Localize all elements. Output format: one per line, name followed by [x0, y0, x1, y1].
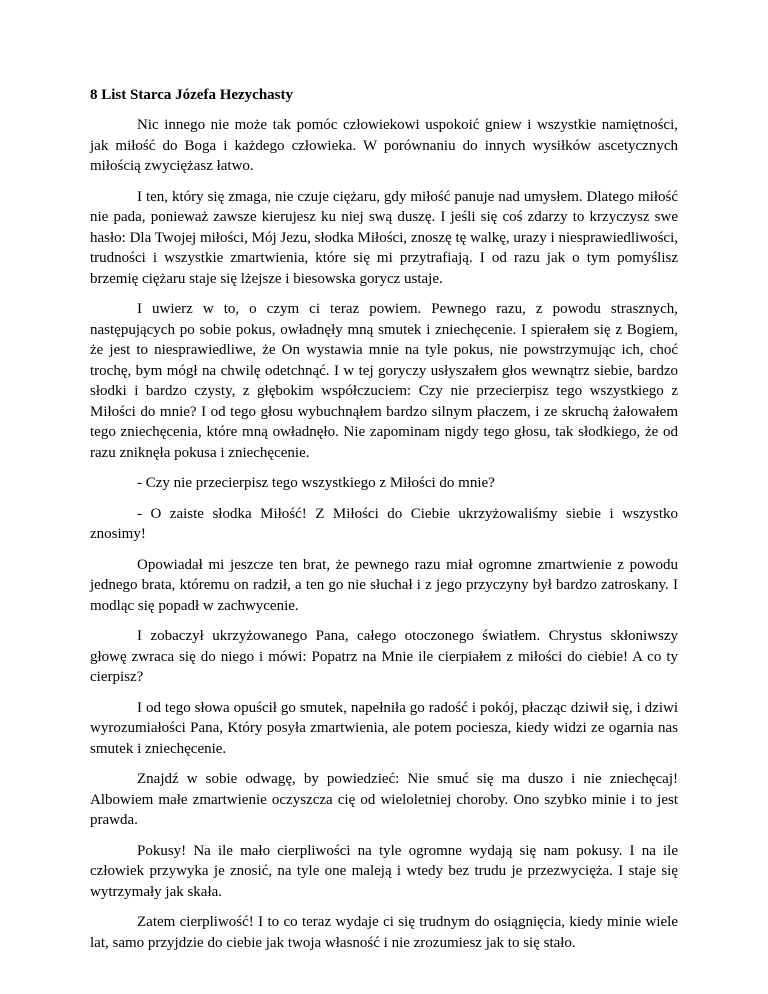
- paragraph-6: Opowiadał mi jeszcze ten brat, że pewnego razu miał ogromne zmartwienie z powodu jednego brata, któremu on radził, a ten go nie słuchał i z jego przyczyny był bardzo zatroskany. I modląc się popadł w zachwycenie.: [90, 556, 678, 614]
- paragraph-4: - Czy nie przecierpisz tego wszystkiego z Miłości do mnie?: [137, 475, 495, 491]
- document-page: [90, 85, 678, 963]
- paragraph-7: I zobaczył ukrzyżowanego Pana, całego otoczonego światłem. Chrystus skłoniwszy głowę zwraca się do niego i mówi: Popatrz na Mnie ile cierpiałem z miłości do ciebie! A co ty cierpisz?: [90, 628, 678, 685]
- paragraph-2: I ten, który się zmaga, nie czuje ciężaru, gdy miłość panuje nad umysłem. Dlatego miłość nie pada, ponieważ zawsze kierujesz ku niej swą duszę. I jeśli się coś zdarzy to krzyczysz swe hasło: Dla Twojej miłości, Mój Jezu, słodka Miłości, znoszę tę walkę, urazy i niesprawiedliwości, trudności i wszystkie zmartwienia, które się mi przytrafiają. I od razu jak o tym pomyślisz brzemię ciężaru staje się lżejsze i biesowska gorycz ustaje.: [90, 188, 678, 287]
- paragraph-9: Znajdź w sobie odwagę, by powiedzieć: Nie smuć się ma duszo i nie zniechęcaj! Albowiem małe zmartwienie oczyszcza cię od wieloletniej choroby. Ono szybko minie i to jest prawda.: [90, 771, 678, 828]
- document-title: 8 List Starca Józefa Hezychasty: [90, 87, 294, 103]
- paragraph-5: - O zaiste słodka Miłość! Z Miłości do Ciebie ukrzyżowaliśmy siebie i wszystko znosimy!: [90, 505, 678, 542]
- paragraph-11: Zatem cierpliwość! I to co teraz wydaje ci się trudnym do osiągnięcia, kiedy minie wiele lat, samo przyjdzie do ciebie jak twoja własność i nie zrozumiesz jak to się stało.: [90, 914, 678, 951]
- paragraph-8: I od tego słowa opuścił go smutek, napełniła go radość i pokój, płacząc dziwił się, i dziwi wyrozumiałości Pana, Który posyła zmartwienia, ale potem pociesza, kiedy widzi ze ogarnia nas smutek i zniechęcenie.: [90, 699, 678, 757]
- paragraph-3: I uwierz w to, o czym ci teraz powiem. Pewnego razu, z powodu strasznych, następujących po sobie pokus, owładnęły mną smutek i zniechęcenie. I spierałem się z Bogiem, że jest to niesprawiedliwe, że On wystawia mnie na tyle pokus, nie powstrzymując ich, choć trochę, bym mógł na chwilę odetchnąć. I w tej goryczy usłyszałem głos wewnątrz siebie, bardzo słodki i bardzo czysty, z głębokim współczuciem: Czy nie przecierpisz tego wszystkiego z Miłości do mnie? I od tego głosu wybuchnąłem bardzo silnym płaczem, i ze skruchą żałowałem tego zniechęcenia, które mną owładnęło. Nie zapominam nigdy tego głosu, tak słodkiego, że od razu zniknęła pokusa i zniechęcenie.: [90, 301, 678, 461]
- paragraph-1: Nic innego nie może tak pomóc człowiekowi uspokoić gniew i wszystkie namiętności, jak miłość do Boga i każdego człowieka. W porównaniu do innych wysiłków ascetycznych miłością zwyciężasz łatwo.: [90, 117, 678, 174]
- paragraph-10: Pokusy! Na ile mało cierpliwości na tyle ogromne wydają się nam pokusy. I na ile człowiek przywyka je znosić, na tyle one maleją i wtedy bez trudu je przezwycięża. I staje się wytrzymały jak skała.: [90, 842, 678, 900]
